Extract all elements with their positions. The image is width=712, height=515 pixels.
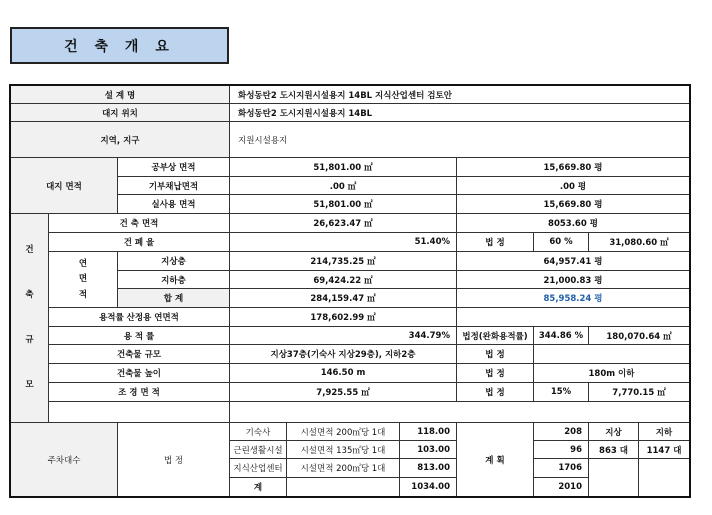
vertical-char: 모 [25,380,34,391]
parking-rule-dormitory: 시설면적 200㎡당 1대 [287,423,400,441]
value-donation-area-py: .00 평 [457,177,689,195]
label-actual-area: 실사용 면적 [118,195,230,214]
label-landscape-legal: 법 정 [457,383,534,402]
parking-plan-knowledge-center: 1706 [534,459,589,478]
parking-rule-neighborhood: 시설면적 135㎡당 1대 [287,441,400,459]
label-landscape-area: 조 경 면 적 [49,383,230,402]
value-landscape-legal-m2: 7,770.15 ㎡ [589,383,689,402]
parking-type-knowledge-center: 지식산업센터 [230,459,287,478]
value-building-area-py: 8053.60 평 [457,214,689,233]
vertical-char: 건 [25,245,34,256]
label-building-scale-vertical [11,214,49,423]
label-donation-area: 기부채납면적 [118,177,230,195]
label-far-floor-area: 용적률 산정용 연면적 [49,308,230,327]
building-overview-table [9,84,691,498]
parking-legal-knowledge-center: 813.00 [400,459,457,478]
value-landscape-area-m2: 7,925.55 ㎡ [230,383,457,402]
value-total-py: 85,958.24 평 [457,289,689,308]
value-far: 344.79% [230,327,457,345]
value-actual-area-py: 15,669.80 평 [457,195,689,214]
value-far-legal-m2: 180,070.64 ㎡ [589,327,689,345]
label-coverage-legal: 법 정 [457,233,534,252]
page-title: 건 축 개 요 [10,27,229,64]
label-site-area: 대지 면적 [11,158,118,214]
label-above-ground: 지상층 [118,252,230,271]
label-height-legal: 법 정 [457,364,534,383]
value-project-name: 화성동탄2 도시지원시설용지 14BL 지식산업센터 검토안 [230,86,689,104]
empty-cell [457,308,689,327]
value-far-legal-pct: 344.86 % [534,327,589,345]
label-site-location: 대지 위치 [11,104,230,122]
value-above-ground-m2: 214,735.25 ㎡ [230,252,457,271]
value-below-ground-py: 21,000.83 평 [457,271,689,289]
parking-rule-knowledge-center: 시설면적 200㎡당 1대 [287,459,400,478]
label-parking: 주차대수 [11,423,118,496]
value-coverage-ratio: 51.40% [230,233,457,252]
value-building-height: 146.50 m [230,364,457,383]
label-parking-below: 지하 [639,423,689,441]
vertical-char: 연 [78,258,88,269]
parking-plan-dormitory: 208 [534,423,589,441]
value-public-area-m2: 51,801.00 ㎡ [230,158,457,177]
value-zone: 지원시설용지 [230,122,689,158]
label-scale-legal: 법 정 [457,345,534,364]
vertical-char: 축 [25,290,34,301]
label-below-ground: 지하층 [118,271,230,289]
label-far-legal: 법정(완화용적률) [457,327,534,345]
label-far: 용 적 률 [49,327,230,345]
label-building-area: 건 축 면적 [49,214,230,233]
value-coverage-legal-m2: 31,080.60 ㎡ [589,233,689,252]
label-parking-above: 지상 [589,423,639,441]
empty-cell [49,402,230,423]
label-building-scale: 건축물 규모 [49,345,230,364]
label-coverage-ratio: 건 폐 율 [49,233,230,252]
label-parking-legal: 법 정 [118,423,230,496]
parking-legal-neighborhood: 103.00 [400,441,457,459]
parking-legal-total: 1034.00 [400,478,457,496]
label-parking-plan: 계 획 [457,423,534,496]
label-public-area: 공부상 면적 [118,158,230,177]
value-building-scale: 지상37층(기숙사 지상29층), 지하2층 [230,345,457,364]
parking-rule-total [287,478,400,496]
label-zone: 지역, 지구 [11,122,230,158]
parking-plan-total: 2010 [534,478,589,496]
value-donation-area-m2: .00 ㎡ [230,177,457,195]
value-far-floor-area-m2: 178,602.99 ㎡ [230,308,457,327]
parking-plan-neighborhood: 96 [534,441,589,459]
label-building-height: 건축물 높이 [49,364,230,383]
value-above-ground-py: 64,957.41 평 [457,252,689,271]
value-parking-below: 1147 대 [639,441,689,459]
empty-cell [230,402,689,423]
value-landscape-legal-pct: 15% [534,383,589,402]
value-actual-area-m2: 51,801.00 ㎡ [230,195,457,214]
value-parking-above: 863 대 [589,441,639,459]
vertical-char: 면 [78,274,88,285]
empty-cell [589,459,639,496]
parking-type-dormitory: 기숙사 [230,423,287,441]
value-public-area-py: 15,669.80 평 [457,158,689,177]
label-total: 합 계 [118,289,230,308]
parking-type-neighborhood: 근린생활시설 [230,441,287,459]
label-project-name: 설 계 명 [11,86,230,104]
empty-cell [534,345,689,364]
value-building-area-m2: 26,623.47 ㎡ [230,214,457,233]
label-floor-area-vertical [49,252,118,308]
value-total-m2: 284,159.47 ㎡ [230,289,457,308]
value-height-legal: 180m 이하 [534,364,689,383]
value-site-location: 화성동탄2 도시지원시설용지 14BL [230,104,689,122]
vertical-char: 규 [25,335,34,346]
empty-cell [639,459,689,496]
vertical-char: 적 [78,289,88,300]
parking-type-total: 계 [230,478,287,496]
value-below-ground-m2: 69,424.22 ㎡ [230,271,457,289]
parking-legal-dormitory: 118.00 [400,423,457,441]
value-coverage-legal-pct: 60 % [534,233,589,252]
